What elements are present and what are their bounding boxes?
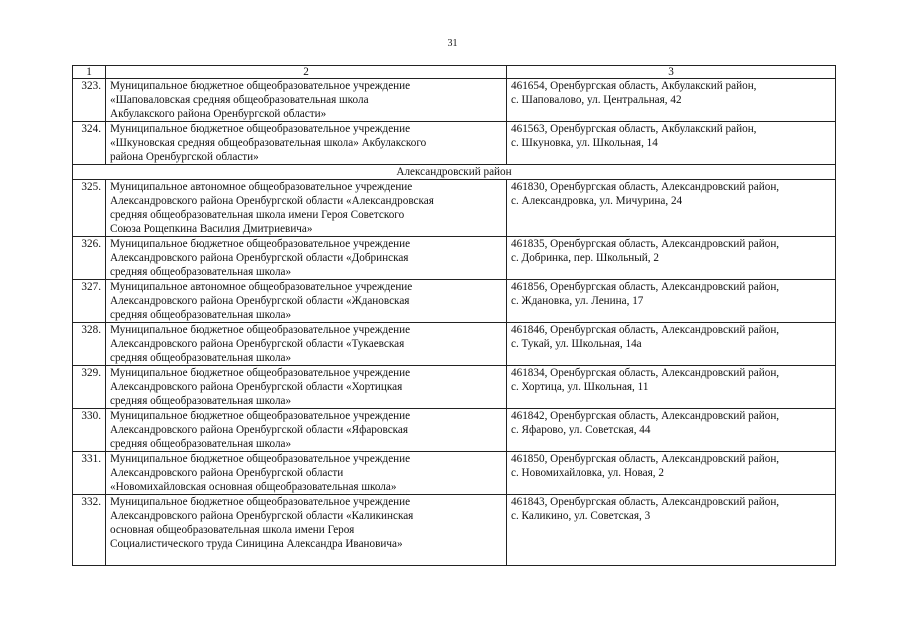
row-number: 326.	[73, 237, 106, 280]
institution-name: Муниципальное автономное общеобразовательное учреждение Александровского района Оренбургской области «Ждановская средняя общеобразовательная школа»	[106, 280, 507, 323]
institution-name: Муниципальное бюджетное общеобразовательное учреждение Александровского района Оренбургской области «Тукаевская средняя общеобразовательная школа»	[106, 323, 507, 366]
row-number: 329.	[73, 366, 106, 409]
institution-address: 461856, Оренбургская область, Александровский район, с. Ждановка, ул. Ленина, 17	[507, 280, 836, 323]
page-number: 31	[447, 38, 458, 49]
row-number: 324.	[73, 122, 106, 165]
table-row	[73, 323, 836, 366]
column-header-3: 3	[507, 66, 836, 79]
institution-name: Муниципальное автономное общеобразовательное учреждение Александровского района Оренбургской области «Александровская средняя общеобразовательная школа имени Героя Советского Союза Рощепкина Василия Дмитриевича»	[106, 180, 507, 237]
institution-address: 461846, Оренбургская область, Александровский район, с. Тукай, ул. Школьная, 14а	[507, 323, 836, 366]
table-row	[73, 495, 836, 566]
table-row	[73, 280, 836, 323]
row-number: 327.	[73, 280, 106, 323]
section-heading-row	[73, 165, 836, 180]
table-row	[73, 452, 836, 495]
institution-name: Муниципальное бюджетное общеобразовательное учреждение Александровского района Оренбургской области «Новомихайловская основная общеобразовательная школа»	[106, 452, 507, 495]
row-number: 332.	[73, 495, 106, 566]
institution-name: Муниципальное бюджетное общеобразовательное учреждение Александровского района Оренбургской области «Яфаровская средняя общеобразовательная школа»	[106, 409, 507, 452]
table-row	[73, 237, 836, 280]
table-header-row	[73, 66, 836, 79]
institution-address: 461830, Оренбургская область, Александровский район, с. Александровка, ул. Мичурина, 24	[507, 180, 836, 237]
institution-address: 461850, Оренбургская область, Александровский район, с. Новомихайловка, ул. Новая, 2	[507, 452, 836, 495]
institution-name: Муниципальное бюджетное общеобразовательное учреждение «Шкуновская средняя общеобразовательная школа» Акбулакского района Оренбургской области»	[106, 122, 507, 165]
row-number: 331.	[73, 452, 106, 495]
institution-name: Муниципальное бюджетное общеобразовательное учреждение «Шаповаловская средняя общеобразовательная школа Акбулакского района Оренбургской области»	[106, 79, 507, 122]
institution-address: 461843, Оренбургская область, Александровский район, с. Каликино, ул. Советская, 3	[507, 495, 836, 566]
institution-address: 461835, Оренбургская область, Александровский район, с. Добринка, пер. Школьный, 2	[507, 237, 836, 280]
institution-address: 461563, Оренбургская область, Акбулакский район, с. Шкуновка, ул. Школьная, 14	[507, 122, 836, 165]
table-row	[73, 366, 836, 409]
row-number: 325.	[73, 180, 106, 237]
table-row	[73, 409, 836, 452]
institution-name: Муниципальное бюджетное общеобразовательное учреждение Александровского района Оренбургской области «Добринская средняя общеобразовательная школа»	[106, 237, 507, 280]
institution-name: Муниципальное бюджетное общеобразовательное учреждение Александровского района Оренбургской области «Каликинская основная общеобразовательная школа имени Героя Социалистического труда Синицина Александра Ивановича»	[106, 495, 507, 566]
column-header-1: 1	[73, 66, 106, 79]
institution-address: 461842, Оренбургская область, Александровский район, с. Яфарово, ул. Советская, 44	[507, 409, 836, 452]
institution-address: 461834, Оренбургская область, Александровский район, с. Хортица, ул. Школьная, 11	[507, 366, 836, 409]
institution-name: Муниципальное бюджетное общеобразовательное учреждение Александровского района Оренбургской области «Хортицкая средняя общеобразовательная школа»	[106, 366, 507, 409]
table-row	[73, 79, 836, 122]
table-row	[73, 122, 836, 165]
schools-table	[72, 65, 836, 566]
table-row	[73, 180, 836, 237]
row-number: 330.	[73, 409, 106, 452]
column-header-2: 2	[106, 66, 507, 79]
institution-address: 461654, Оренбургская область, Акбулакский район, с. Шаповалово, ул. Центральная, 42	[507, 79, 836, 122]
row-number: 323.	[73, 79, 106, 122]
section-heading: Александровский район	[73, 165, 836, 180]
row-number: 328.	[73, 323, 106, 366]
